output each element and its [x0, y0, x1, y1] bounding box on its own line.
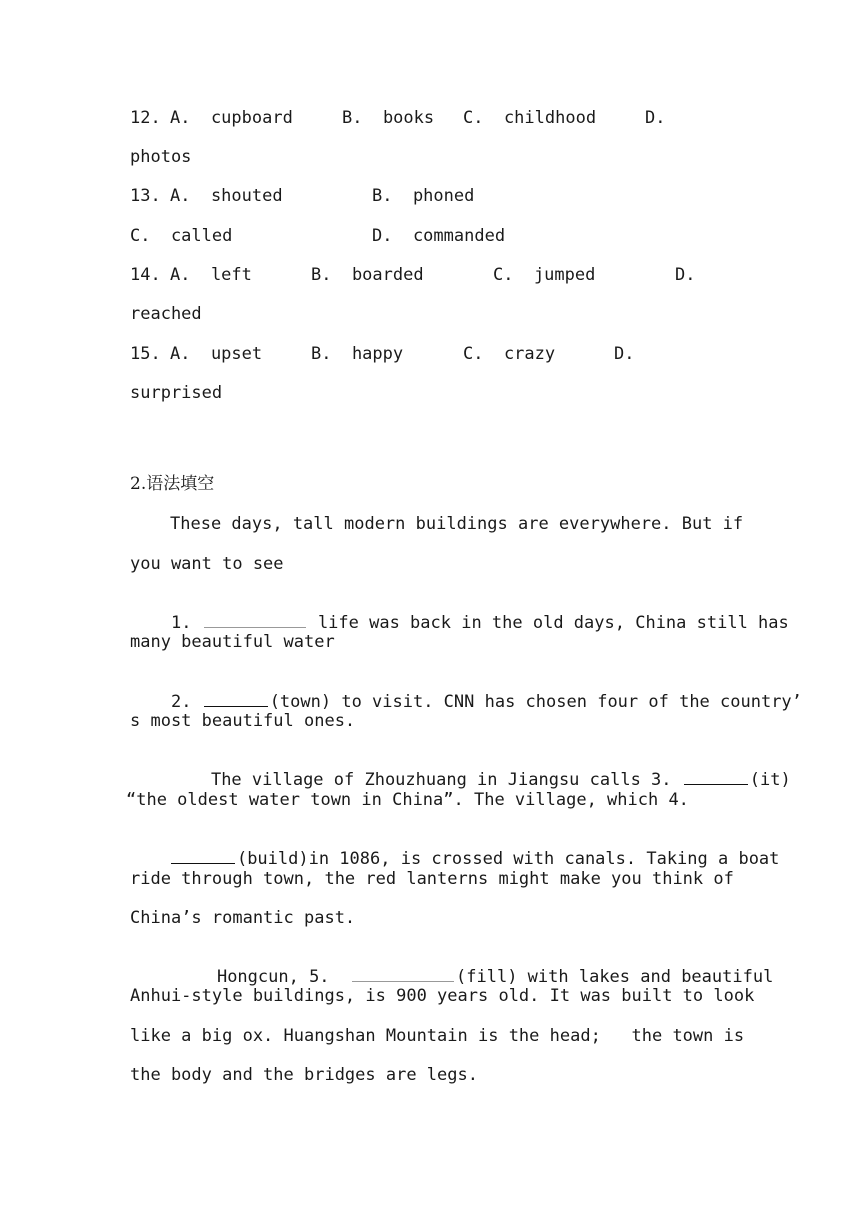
passage-text: (it): [749, 770, 791, 790]
passage-text: (fill) with lakes and beautiful: [456, 967, 774, 987]
q13-option-b: B. phoned: [372, 186, 475, 206]
passage-line: These days, tall modern buildings are everywhere. But if: [170, 514, 744, 534]
q14-option-b: B. boarded: [311, 265, 424, 285]
passage-line: you want to see: [130, 554, 284, 574]
q14-number: 14.: [130, 265, 161, 285]
passage-line: China’s romantic past.: [130, 908, 356, 928]
q12-option-c: C. childhood: [463, 108, 597, 128]
q15-option-b: B. happy: [311, 344, 404, 364]
q14-option-d-word: reached: [130, 304, 202, 324]
q12-number: 12.: [130, 108, 161, 128]
q14-option-d: D.: [675, 265, 696, 285]
passage-line: the body and the bridges are legs.: [130, 1065, 478, 1085]
q13-option-a: A. shouted: [170, 186, 283, 206]
passage-text: Hongcun, 5.: [216, 967, 330, 987]
q15-number: 15.: [130, 344, 161, 364]
q14-option-a: A. left: [170, 265, 252, 285]
passage-text: The village of Zhouzhuang in Jiangsu calls 3.: [210, 770, 672, 790]
q13-option-c: C. called: [130, 226, 233, 246]
section-heading: 2.语法填空: [130, 474, 215, 494]
q13-option-d: D. commanded: [372, 226, 506, 246]
blank-2: [204, 692, 268, 707]
q15-option-d: D.: [614, 344, 635, 364]
q12-option-a: A. cupboard: [170, 108, 293, 128]
q15-option-d-word: surprised: [130, 383, 223, 403]
passage-line: like a big ox. Huangshan Mountain is the head; the town is: [130, 1026, 745, 1046]
blank-number: 1.: [170, 613, 192, 633]
passage-line: s most beautiful ones.: [130, 711, 356, 731]
q12-option-b: B. books: [342, 108, 435, 128]
q13-number: 13.: [130, 186, 161, 206]
passage-line: many beautiful water: [130, 632, 335, 652]
blank-4: [171, 849, 235, 864]
passage-line: ride through town, the red lanterns might make you think of: [130, 869, 734, 889]
blank-5: [352, 967, 454, 982]
q14-option-c: C. jumped: [493, 265, 596, 285]
blank-number: 2.: [170, 692, 192, 712]
passage-text: (build)in 1086, is crossed with canals. Taking a boat: [236, 849, 780, 869]
passage-text: (town) to visit. CNN has chosen four of the country’: [269, 692, 802, 712]
passage-line: Anhui-style buildings, is 900 years old. It was built to look: [130, 986, 755, 1006]
blank-1: [204, 613, 306, 628]
q12-option-d-word: photos: [130, 147, 192, 167]
q12-option-d: D.: [645, 108, 666, 128]
passage-text: life was back in the old days, China still has: [317, 613, 789, 633]
q15-option-c: C. crazy: [463, 344, 556, 364]
blank-3: [684, 770, 748, 785]
q15-option-a: A. upset: [170, 344, 263, 364]
passage-line: “the oldest water town in China”. The village, which 4.: [126, 790, 689, 810]
